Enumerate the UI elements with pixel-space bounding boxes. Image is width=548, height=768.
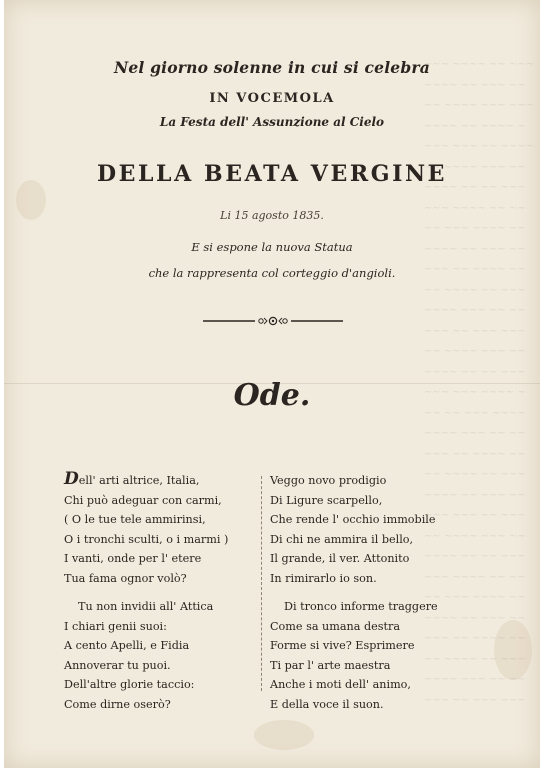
column-divider xyxy=(261,476,263,691)
verse-line: Il grande, il ver. Attonito xyxy=(270,552,410,565)
header-line-angels: che la rappresenta col corteggio d'angioli. xyxy=(148,266,396,280)
verse-line: Che rende l' occhio immobile xyxy=(270,513,436,526)
header-line-statue: E si espone la nuova Statua xyxy=(191,240,353,254)
verse-line: Dell'altre glorie taccio: xyxy=(64,678,195,691)
verse-line: Dell' arti altrice, Italia, xyxy=(64,469,200,489)
verse-line: ( O le tue tele ammirinsi, xyxy=(64,513,206,526)
document-page xyxy=(4,0,540,768)
ornament-divider-icon xyxy=(203,314,343,328)
verse-line: Ti par l' arte maestra xyxy=(270,658,391,672)
verse-line: Veggo novo prodigio xyxy=(270,474,387,487)
verse-line: Di tronco informe traggere xyxy=(284,600,438,613)
verse-line: Come dirne oserò? xyxy=(64,697,171,711)
header-line-feast: La Festa dell' Assunzione al Cielo xyxy=(159,115,385,129)
verse-line: E della voce il suon. xyxy=(270,697,384,711)
verse-line: A cento Apelli, e Fidia xyxy=(64,639,190,652)
show-through-text: ~~~ ~~~~ ~~ ~~~ ~~~~ ~~ ~~~ ~~ ~~ ~~~~ ~~~ ~~~ ~~~~ ~~ ~~~~ ~ ~~~ ~~~ ~~ ~~~~ ~~ ~~~~ ~~~ ~~ ~~~~ ~~ ~~ ~~~ ~~~ ~~~~ ~~ ~~ ~~ ~~~ ~~~~ ~~ ~~~~ ~~ ~~~ ~~ ~~~ ~~ ~~~~ ~~ ~~ ~~~~ ~~ ~~~ ~~~~ ~~~ ~~ ~~ ~~~ ~~ ~~~ ~~~ ~~ ~~~~ ~~~ ~~ ~~~~ ~~ ~~ ~~~ ~~~ ~~~ ~~~~ ~ ~~ ~~ ~~~ ~~~~ ~~~~ ~~~ ~~ ~~ ~~~ ~~ ~~~~ ~~ ~~ ~~~~ ~~ ~~~ ~~~~ ~~ ~~~ ~~ ~~~ ~~~ ~~ ~~~ ~~ ~~~~ ~~~ ~~ ~~~~ ~~ ~~ ~~~ ~~~ ~~~~ ~~ ~~ ~~ ~~~ ~~~~ ~~ ~~~~ ~~ ~~~ ~~ ~~~ ~~ ~~~~ ~~ ~~ ~~~~ ~~ ~~~ ~~~~ ~~~ ~~ ~~ ~~~ ~~ ~~~ ~~~ xyxy=(424,59,534,706)
verse-line: I chiari genii suoi: xyxy=(64,619,167,633)
header-line-place: IN VOCEMOLA xyxy=(209,91,335,106)
verse-line: Anche i moti dell' animo, xyxy=(270,678,411,691)
poem-column-right xyxy=(270,471,438,714)
verse-line: Come sa umana destra xyxy=(270,619,401,633)
verse-line: In rimirarlo io son. xyxy=(270,571,377,585)
document-title: DELLA BEATA VERGINE xyxy=(96,161,448,187)
verse-line: Chi può adeguar con carmi, xyxy=(64,493,222,507)
header-line-occasion: Nel giorno solenne in cui si celebra xyxy=(113,58,430,77)
verse-line: I vanti, onde per l' etere xyxy=(64,552,202,565)
ode-title: Ode. xyxy=(233,378,311,413)
verse-line: Tu non invidii all' Attica xyxy=(78,600,214,613)
verse-line: Di Ligure scarpello, xyxy=(270,493,383,507)
paper-stain xyxy=(254,720,314,750)
header-date: Li 15 agosto 1835. xyxy=(220,209,324,222)
verse-line: Annoverar tu puoi. xyxy=(64,658,171,672)
verse-line: Tua fama ognor volò? xyxy=(64,571,187,585)
verse-line: O i tronchi sculti, o i marmi ) xyxy=(64,532,229,546)
verse-line: Forme si vive? Esprimere xyxy=(270,639,415,652)
verse-line: Di chi ne ammira il bello, xyxy=(270,532,414,546)
poem-column-left xyxy=(64,471,228,714)
